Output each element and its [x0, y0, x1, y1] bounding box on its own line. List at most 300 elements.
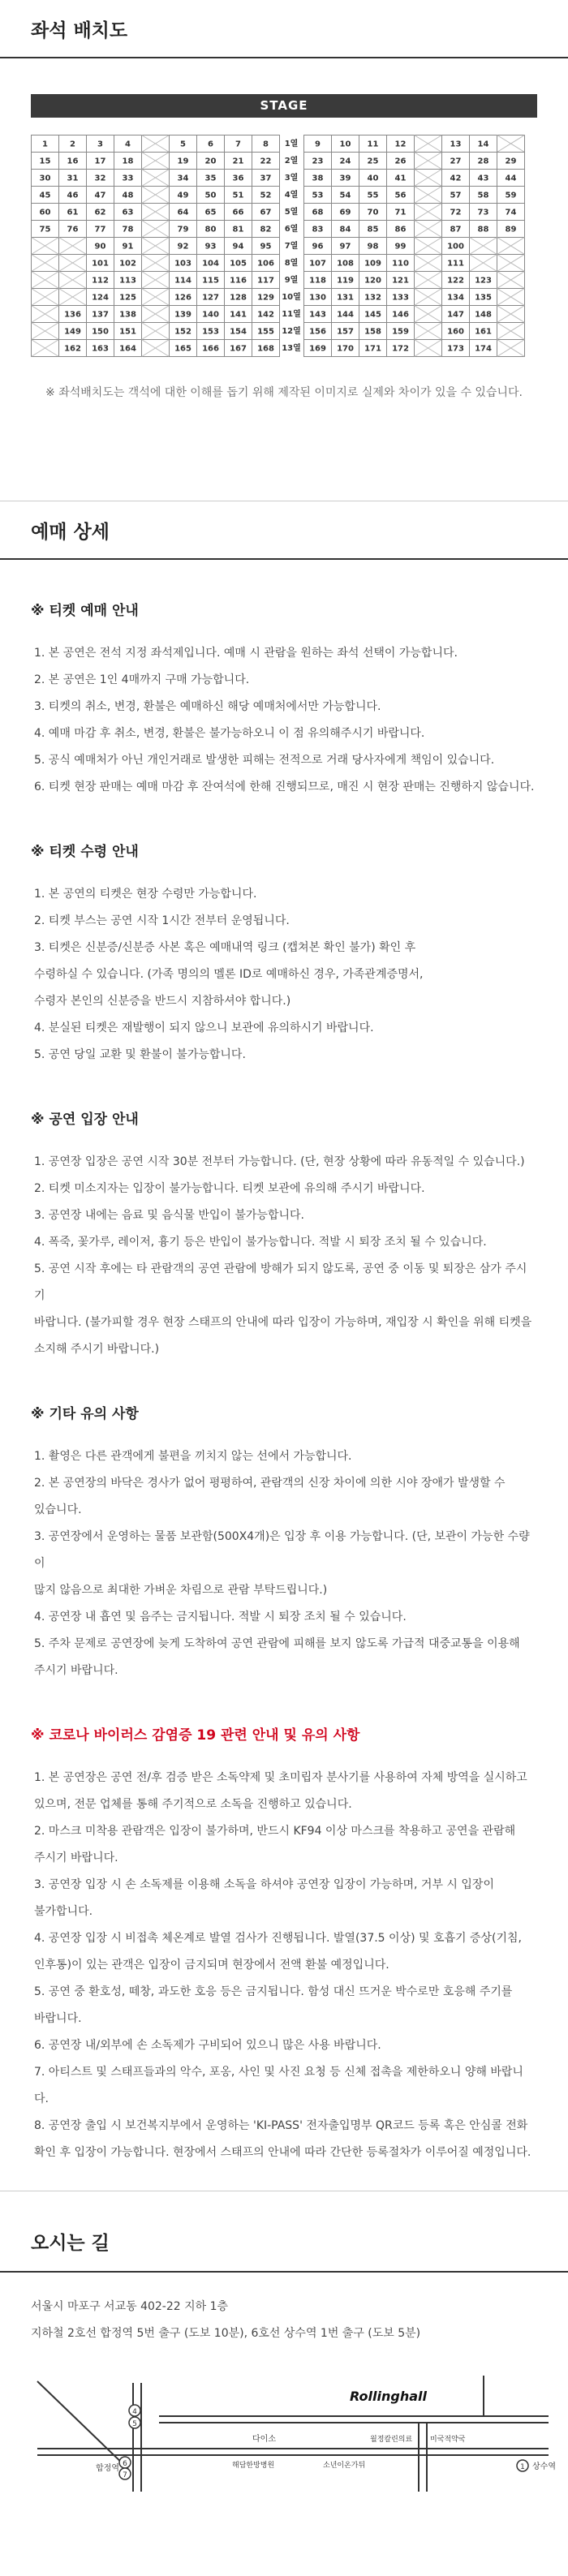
seat-cell — [114, 221, 142, 238]
info-item: 4. 공연장 입장 시 비접촉 체온계로 발열 검사가 진행됩니다. 발열(37.5 이상) 및 호흡기 증상(기침, — [34, 1932, 523, 1945]
seat-number: 126 — [174, 293, 191, 303]
info-item: 확인 후 입장이 가능합니다. 현장에서 스태프의 안내에 따라 간단한 등록절차가 이루어질 예정입니다. — [34, 2146, 531, 2159]
seat-number: 37 — [260, 174, 272, 183]
seat-cell — [170, 221, 197, 238]
seat-cell — [114, 153, 142, 170]
info-item: 주시기 바랍니다. — [34, 1851, 118, 1864]
seat-cell — [225, 289, 252, 306]
seat-number: 47 — [94, 191, 106, 200]
seat-cell — [114, 204, 142, 221]
seat-number: 44 — [505, 174, 517, 183]
seat-number: 76 — [67, 225, 79, 234]
seat-number: 87 — [450, 225, 462, 234]
seat-number: 11 — [367, 140, 379, 149]
seat-cell — [470, 340, 497, 357]
seat-cell — [497, 187, 525, 204]
landmark-label: 소년이온가뒤 — [323, 2462, 366, 2470]
seat-number: 24 — [339, 157, 351, 166]
seat-number: 152 — [174, 327, 191, 337]
seat-cell — [304, 255, 332, 272]
seat-cell — [359, 272, 387, 289]
seat-cell — [87, 272, 114, 289]
venue-name: Rollinghall — [350, 2389, 427, 2404]
aisle-cell — [32, 340, 59, 357]
seat-number: 81 — [232, 225, 244, 234]
seat-cell — [170, 306, 197, 323]
seat-number: 9 — [315, 140, 321, 149]
info-item: 4. 공연장 내 흡연 및 음주는 금지됩니다. 적발 시 퇴장 조치 될 수 있습니다. — [34, 1611, 407, 1623]
seat-cell — [252, 135, 280, 153]
seat-number: 68 — [312, 208, 324, 217]
seat-cell — [87, 255, 114, 272]
seat-number: 107 — [309, 259, 326, 269]
seat-number: 85 — [367, 225, 379, 234]
seat-cell — [252, 306, 280, 323]
seat-cell — [497, 221, 525, 238]
seat-cell — [87, 135, 114, 153]
info-item: 바랍니다. (불가피할 경우 현장 스태프의 안내에 따라 입장이 가능하며, 재입장 시 확인을 위해 티켓을 — [34, 1316, 532, 1329]
seat-number: 62 — [94, 208, 106, 217]
seat-cell — [197, 187, 225, 204]
seat-cell — [225, 323, 252, 340]
row-label: 10열 — [282, 293, 301, 302]
seat-map — [0, 58, 568, 501]
seat-cell — [470, 153, 497, 170]
seat-cell — [114, 238, 142, 255]
info-item: 6. 티켓 현장 판매는 예매 마감 후 잔여석에 한해 진행되므로, 매진 시 현장 판매는 진행하지 않습니다. — [34, 781, 535, 793]
seat-number: 12 — [394, 140, 407, 149]
seat-cell — [32, 153, 59, 170]
seat-cell — [332, 238, 359, 255]
seat-cell — [32, 221, 59, 238]
seat-number: 168 — [257, 344, 274, 354]
aisle-cell — [415, 187, 442, 204]
seat-cell — [197, 153, 225, 170]
seat-cell — [32, 204, 59, 221]
aisle-cell — [59, 272, 87, 289]
aisle-cell — [142, 306, 170, 323]
covid-title: ※ 코로나 바이러스 감염증 19 관련 안내 및 유의 사항 — [31, 1727, 360, 1744]
aisle-cell — [142, 204, 170, 221]
seat-cell — [387, 153, 415, 170]
seat-cell — [387, 170, 415, 187]
seat-number: 113 — [119, 276, 136, 286]
seat-number: 154 — [230, 327, 247, 337]
seat-cell — [470, 204, 497, 221]
seat-number: 59 — [505, 191, 517, 200]
aisle-cell — [415, 153, 442, 170]
seat-cell — [442, 255, 470, 272]
seat-cell — [197, 221, 225, 238]
seat-number: 66 — [232, 208, 244, 217]
info-item: 8. 공연장 출입 시 보건복지부에서 운영하는 'KI-PASS' 전자출입명부 QR코드 등록 혹은 안심콜 전화 — [34, 2119, 528, 2132]
seat-number: 124 — [92, 293, 109, 303]
seat-cell — [197, 272, 225, 289]
seat-cell — [304, 323, 332, 340]
seat-number: 120 — [364, 276, 381, 286]
info-item: 6. 공연장 내/외부에 손 소독제가 구비되어 있으니 많은 사용 바랍니다. — [34, 2039, 381, 2052]
seat-number: 162 — [64, 344, 81, 354]
seat-number: 61 — [67, 208, 79, 217]
aisle-cell — [32, 306, 59, 323]
seat-cell — [442, 238, 470, 255]
seat-cell — [304, 306, 332, 323]
info-item: 있으며, 전문 업체를 통해 주기적으로 소독을 진행하고 있습니다. — [34, 1798, 352, 1811]
seat-cell — [387, 135, 415, 153]
exit-label: 4 — [132, 2408, 137, 2416]
seat-cell — [170, 170, 197, 187]
seat-number: 148 — [475, 310, 492, 320]
seat-cell — [114, 340, 142, 357]
seat-cell — [59, 323, 87, 340]
info-item: 주시기 바랍니다. — [34, 1664, 118, 1677]
route-map — [29, 2372, 556, 2493]
seat-number: 173 — [447, 344, 464, 354]
seat-number: 5 — [180, 140, 186, 149]
seat-cell — [114, 306, 142, 323]
seat-cell — [87, 323, 114, 340]
seat-number: 145 — [364, 310, 381, 320]
seat-number: 17 — [94, 157, 106, 166]
seat-number: 160 — [447, 327, 464, 337]
aisle-cell — [415, 170, 442, 187]
seat-number: 116 — [230, 276, 247, 286]
seat-cell — [170, 153, 197, 170]
info-item: 2. 본 공연은 1인 4매까지 구매 가능합니다. — [34, 673, 250, 686]
seat-number: 53 — [312, 191, 324, 200]
row-label: 8열 — [284, 259, 299, 268]
row-label: 11열 — [282, 310, 301, 319]
seat-number: 43 — [477, 174, 489, 183]
seat-number: 121 — [392, 276, 409, 286]
seat-number: 130 — [309, 293, 326, 303]
seat-cell — [252, 289, 280, 306]
seat-number: 110 — [392, 259, 409, 269]
seat-cell — [387, 204, 415, 221]
seat-number: 13 — [450, 140, 462, 149]
seat-cell — [225, 204, 252, 221]
seat-cell — [87, 221, 114, 238]
info-item: 1. 촬영은 다른 관객에게 불편을 끼치지 않는 선에서 가능합니다. — [34, 1450, 352, 1463]
seat-cell — [387, 255, 415, 272]
seat-number: 16 — [67, 157, 79, 166]
seat-cell — [332, 306, 359, 323]
seat-number: 129 — [257, 293, 274, 303]
info-item: 수령하실 수 있습니다. (가족 명의의 멜론 ID로 예매하신 경우, 가족관계증명서, — [34, 968, 424, 981]
aisle-cell — [497, 272, 525, 289]
seat-cell — [225, 153, 252, 170]
seat-cell — [59, 340, 87, 357]
station-label: 합정역 — [96, 2464, 119, 2473]
info-item: 있습니다. — [34, 1503, 82, 1516]
seat-number: 123 — [475, 276, 492, 286]
seat-cell — [470, 323, 497, 340]
seat-number: 83 — [312, 225, 324, 234]
aisle-cell — [59, 289, 87, 306]
landmark-label: 해담한방병원 — [232, 2462, 275, 2470]
landmark-label: 월정칼린의료 — [370, 2436, 413, 2444]
seat-cell — [87, 306, 114, 323]
seat-cell — [332, 153, 359, 170]
stage-label: STAGE — [31, 94, 537, 118]
seat-number: 60 — [39, 208, 51, 217]
seat-cell — [225, 170, 252, 187]
other-list — [31, 1443, 537, 1684]
seat-number: 30 — [39, 174, 51, 183]
seat-number: 119 — [337, 276, 354, 286]
info-item: 1. 본 공연의 티켓은 현장 수령만 가능합니다. — [34, 888, 257, 901]
seat-number: 125 — [119, 293, 136, 303]
seat-cell — [470, 187, 497, 204]
seat-cell — [87, 187, 114, 204]
seat-number: 165 — [174, 344, 191, 354]
seat-number: 171 — [364, 344, 381, 354]
seat-cell — [87, 153, 114, 170]
seat-number: 92 — [177, 242, 189, 252]
seat-number: 140 — [202, 310, 219, 320]
seat-number: 166 — [202, 344, 219, 354]
aisle-cell — [415, 221, 442, 238]
seat-number: 103 — [174, 259, 191, 269]
seat-number: 4 — [125, 140, 131, 149]
seat-number: 73 — [477, 208, 489, 217]
aisle-cell — [497, 306, 525, 323]
seat-number: 95 — [260, 242, 272, 252]
seat-cell — [59, 170, 87, 187]
aisle-cell — [142, 221, 170, 238]
seat-number: 69 — [339, 208, 351, 217]
seat-cell — [304, 238, 332, 255]
info-item: 소지해 주시기 바랍니다.) — [34, 1343, 160, 1356]
route-text: 지하철 2호선 합정역 5번 출구 (도보 10분), 6호선 상수역 1번 출구 (도보 5분) — [31, 2327, 421, 2340]
seat-number: 89 — [505, 225, 517, 234]
seat-cell — [59, 204, 87, 221]
aisle-cell — [142, 323, 170, 340]
info-item: 1. 공연장 입장은 공연 시작 30분 전부터 가능합니다. (단, 현장 상황에 따라 유동적일 수 있습니다.) — [34, 1155, 525, 1168]
seat-number: 84 — [339, 225, 351, 234]
seat-number: 133 — [392, 293, 409, 303]
seat-cell — [332, 135, 359, 153]
info-item: 4. 분실된 티켓은 재발행이 되지 않으니 보관에 유의하시기 바랍니다. — [34, 1021, 374, 1034]
info-item: 7. 아티스트 및 스태프들과의 악수, 포옹, 사인 및 사진 요청 등 신체 접촉을 제한하오니 양해 바랍니다. — [34, 2066, 523, 2105]
seat-number: 14 — [477, 140, 489, 149]
seat-cell — [59, 153, 87, 170]
seat-cell — [170, 238, 197, 255]
seat-number: 96 — [312, 242, 324, 252]
seat-cell — [170, 187, 197, 204]
row-label: 5열 — [284, 208, 299, 217]
seat-number: 143 — [309, 310, 326, 320]
seat-cell — [87, 289, 114, 306]
seat-number: 86 — [394, 225, 407, 234]
aisle-cell — [415, 306, 442, 323]
seat-cell — [59, 306, 87, 323]
seat-cell — [225, 340, 252, 357]
seat-number: 97 — [339, 242, 351, 252]
row-label: 3열 — [284, 174, 299, 183]
seat-number: 80 — [204, 225, 217, 234]
seat-cell — [332, 221, 359, 238]
ticket-booking-info — [0, 560, 568, 801]
seat-number: 93 — [204, 242, 217, 252]
seat-number: 142 — [257, 310, 274, 320]
seat-number: 102 — [119, 259, 136, 269]
seat-cell — [304, 135, 332, 153]
row-label: 13열 — [282, 344, 301, 353]
seat-cell — [442, 204, 470, 221]
seat-cell — [252, 170, 280, 187]
seat-number: 146 — [392, 310, 409, 320]
seat-cell — [197, 255, 225, 272]
row-label: 1열 — [284, 140, 299, 148]
row-label: 4열 — [284, 191, 299, 200]
seat-number: 33 — [122, 174, 134, 183]
info-item: 수령자 본인의 신분증을 반드시 지참하셔야 합니다.) — [34, 995, 291, 1008]
seat-number: 49 — [177, 191, 189, 200]
seat-cell — [114, 187, 142, 204]
aisle-cell — [142, 255, 170, 272]
seat-cell — [442, 135, 470, 153]
seat-number: 163 — [92, 344, 109, 354]
seat-number: 117 — [257, 276, 274, 286]
seat-number: 63 — [122, 208, 134, 217]
seat-number: 54 — [339, 191, 351, 200]
seat-cell — [332, 272, 359, 289]
seat-cell — [359, 153, 387, 170]
seat-cell — [442, 170, 470, 187]
seat-number: 150 — [92, 327, 109, 337]
seat-number: 2 — [70, 140, 75, 149]
info-item: 5. 공식 예매처가 아닌 개인거래로 발생한 피해는 전적으로 거래 당사자에게 책임이 있습니다. — [34, 754, 495, 767]
info-item: 불가합니다. — [34, 1905, 93, 1918]
aisle-cell — [470, 255, 497, 272]
seat-cell — [225, 306, 252, 323]
seat-cell — [442, 340, 470, 357]
seat-number: 153 — [202, 327, 219, 337]
seat-cell — [197, 135, 225, 153]
seat-cell — [497, 204, 525, 221]
seat-number: 74 — [505, 208, 517, 217]
seat-number: 56 — [394, 191, 407, 200]
seat-cell — [470, 135, 497, 153]
seat-number: 3 — [97, 140, 103, 149]
seat-number: 156 — [309, 327, 326, 337]
seat-number: 158 — [364, 327, 381, 337]
seat-number: 71 — [394, 208, 407, 217]
row-label: 6열 — [284, 225, 299, 234]
other-info — [0, 1363, 568, 1684]
aisle-cell — [32, 272, 59, 289]
seat-cell — [359, 255, 387, 272]
seat-cell — [59, 135, 87, 153]
seat-cell — [387, 238, 415, 255]
seat-cell — [170, 272, 197, 289]
seat-number: 48 — [122, 191, 134, 200]
seat-number: 50 — [204, 191, 217, 200]
seat-cell — [87, 204, 114, 221]
seat-cell — [252, 272, 280, 289]
seat-cell — [359, 135, 387, 153]
seat-number: 135 — [475, 293, 492, 303]
seat-number: 15 — [39, 157, 51, 166]
seat-cell — [359, 221, 387, 238]
seat-number: 23 — [312, 157, 324, 166]
aisle-cell — [142, 289, 170, 306]
seat-number: 19 — [177, 157, 189, 166]
aisle-cell — [142, 170, 170, 187]
seat-number: 134 — [447, 293, 464, 303]
info-item: 2. 티켓 부스는 공연 시작 1시간 전부터 운영됩니다. — [34, 914, 290, 927]
seat-number: 39 — [339, 174, 351, 183]
seat-number: 172 — [392, 344, 409, 354]
seat-cell — [387, 323, 415, 340]
seat-number: 7 — [235, 140, 241, 149]
covid-info — [0, 1684, 568, 2191]
seat-number: 94 — [232, 242, 244, 252]
seat-number: 75 — [39, 225, 51, 234]
seat-cell — [332, 255, 359, 272]
aisle-cell — [497, 255, 525, 272]
seat-number: 20 — [204, 157, 217, 166]
seat-cell — [304, 272, 332, 289]
row-label: 9열 — [284, 276, 299, 285]
seat-cell — [442, 221, 470, 238]
seat-number: 167 — [230, 344, 247, 354]
seat-number: 35 — [204, 174, 217, 183]
aisle-cell — [415, 238, 442, 255]
seat-number: 141 — [230, 310, 247, 320]
seat-cell — [197, 289, 225, 306]
seat-cell — [470, 272, 497, 289]
aisle-cell — [415, 255, 442, 272]
exit-label: 1 — [520, 2463, 525, 2471]
aisle-cell — [59, 238, 87, 255]
seat-cell — [359, 323, 387, 340]
seat-cell — [252, 204, 280, 221]
seat-number: 72 — [450, 208, 462, 217]
seat-cell — [387, 306, 415, 323]
seat-number: 139 — [174, 310, 191, 320]
seat-cell — [252, 255, 280, 272]
seat-number: 57 — [450, 191, 462, 200]
seat-number: 42 — [450, 174, 462, 183]
aisle-cell — [142, 153, 170, 170]
aisle-cell — [415, 289, 442, 306]
directions-section — [0, 2191, 568, 2493]
seat-section-header — [0, 0, 568, 58]
seat-cell — [197, 170, 225, 187]
seat-number: 25 — [367, 157, 379, 166]
seat-cell — [252, 340, 280, 357]
row-label: 12열 — [282, 327, 301, 336]
seat-number: 51 — [232, 191, 244, 200]
aisle-cell — [415, 323, 442, 340]
seat-cell — [497, 153, 525, 170]
entry-title: ※ 공연 입장 안내 — [31, 1112, 139, 1128]
seat-cell — [332, 289, 359, 306]
seat-cell — [470, 221, 497, 238]
seat-number: 21 — [232, 157, 244, 166]
exit-label: 5 — [132, 2420, 137, 2428]
seat-number: 82 — [260, 225, 272, 234]
exit-label: 7 — [123, 2471, 127, 2479]
seat-number: 115 — [202, 276, 219, 286]
seat-number: 109 — [364, 259, 381, 269]
seat-number: 46 — [67, 191, 79, 200]
info-item: 인후통)이 있는 관객은 입장이 금지되며 현장에서 전액 환불 예정입니다. — [34, 1959, 389, 1972]
aisle-cell — [497, 289, 525, 306]
seat-cell — [252, 323, 280, 340]
